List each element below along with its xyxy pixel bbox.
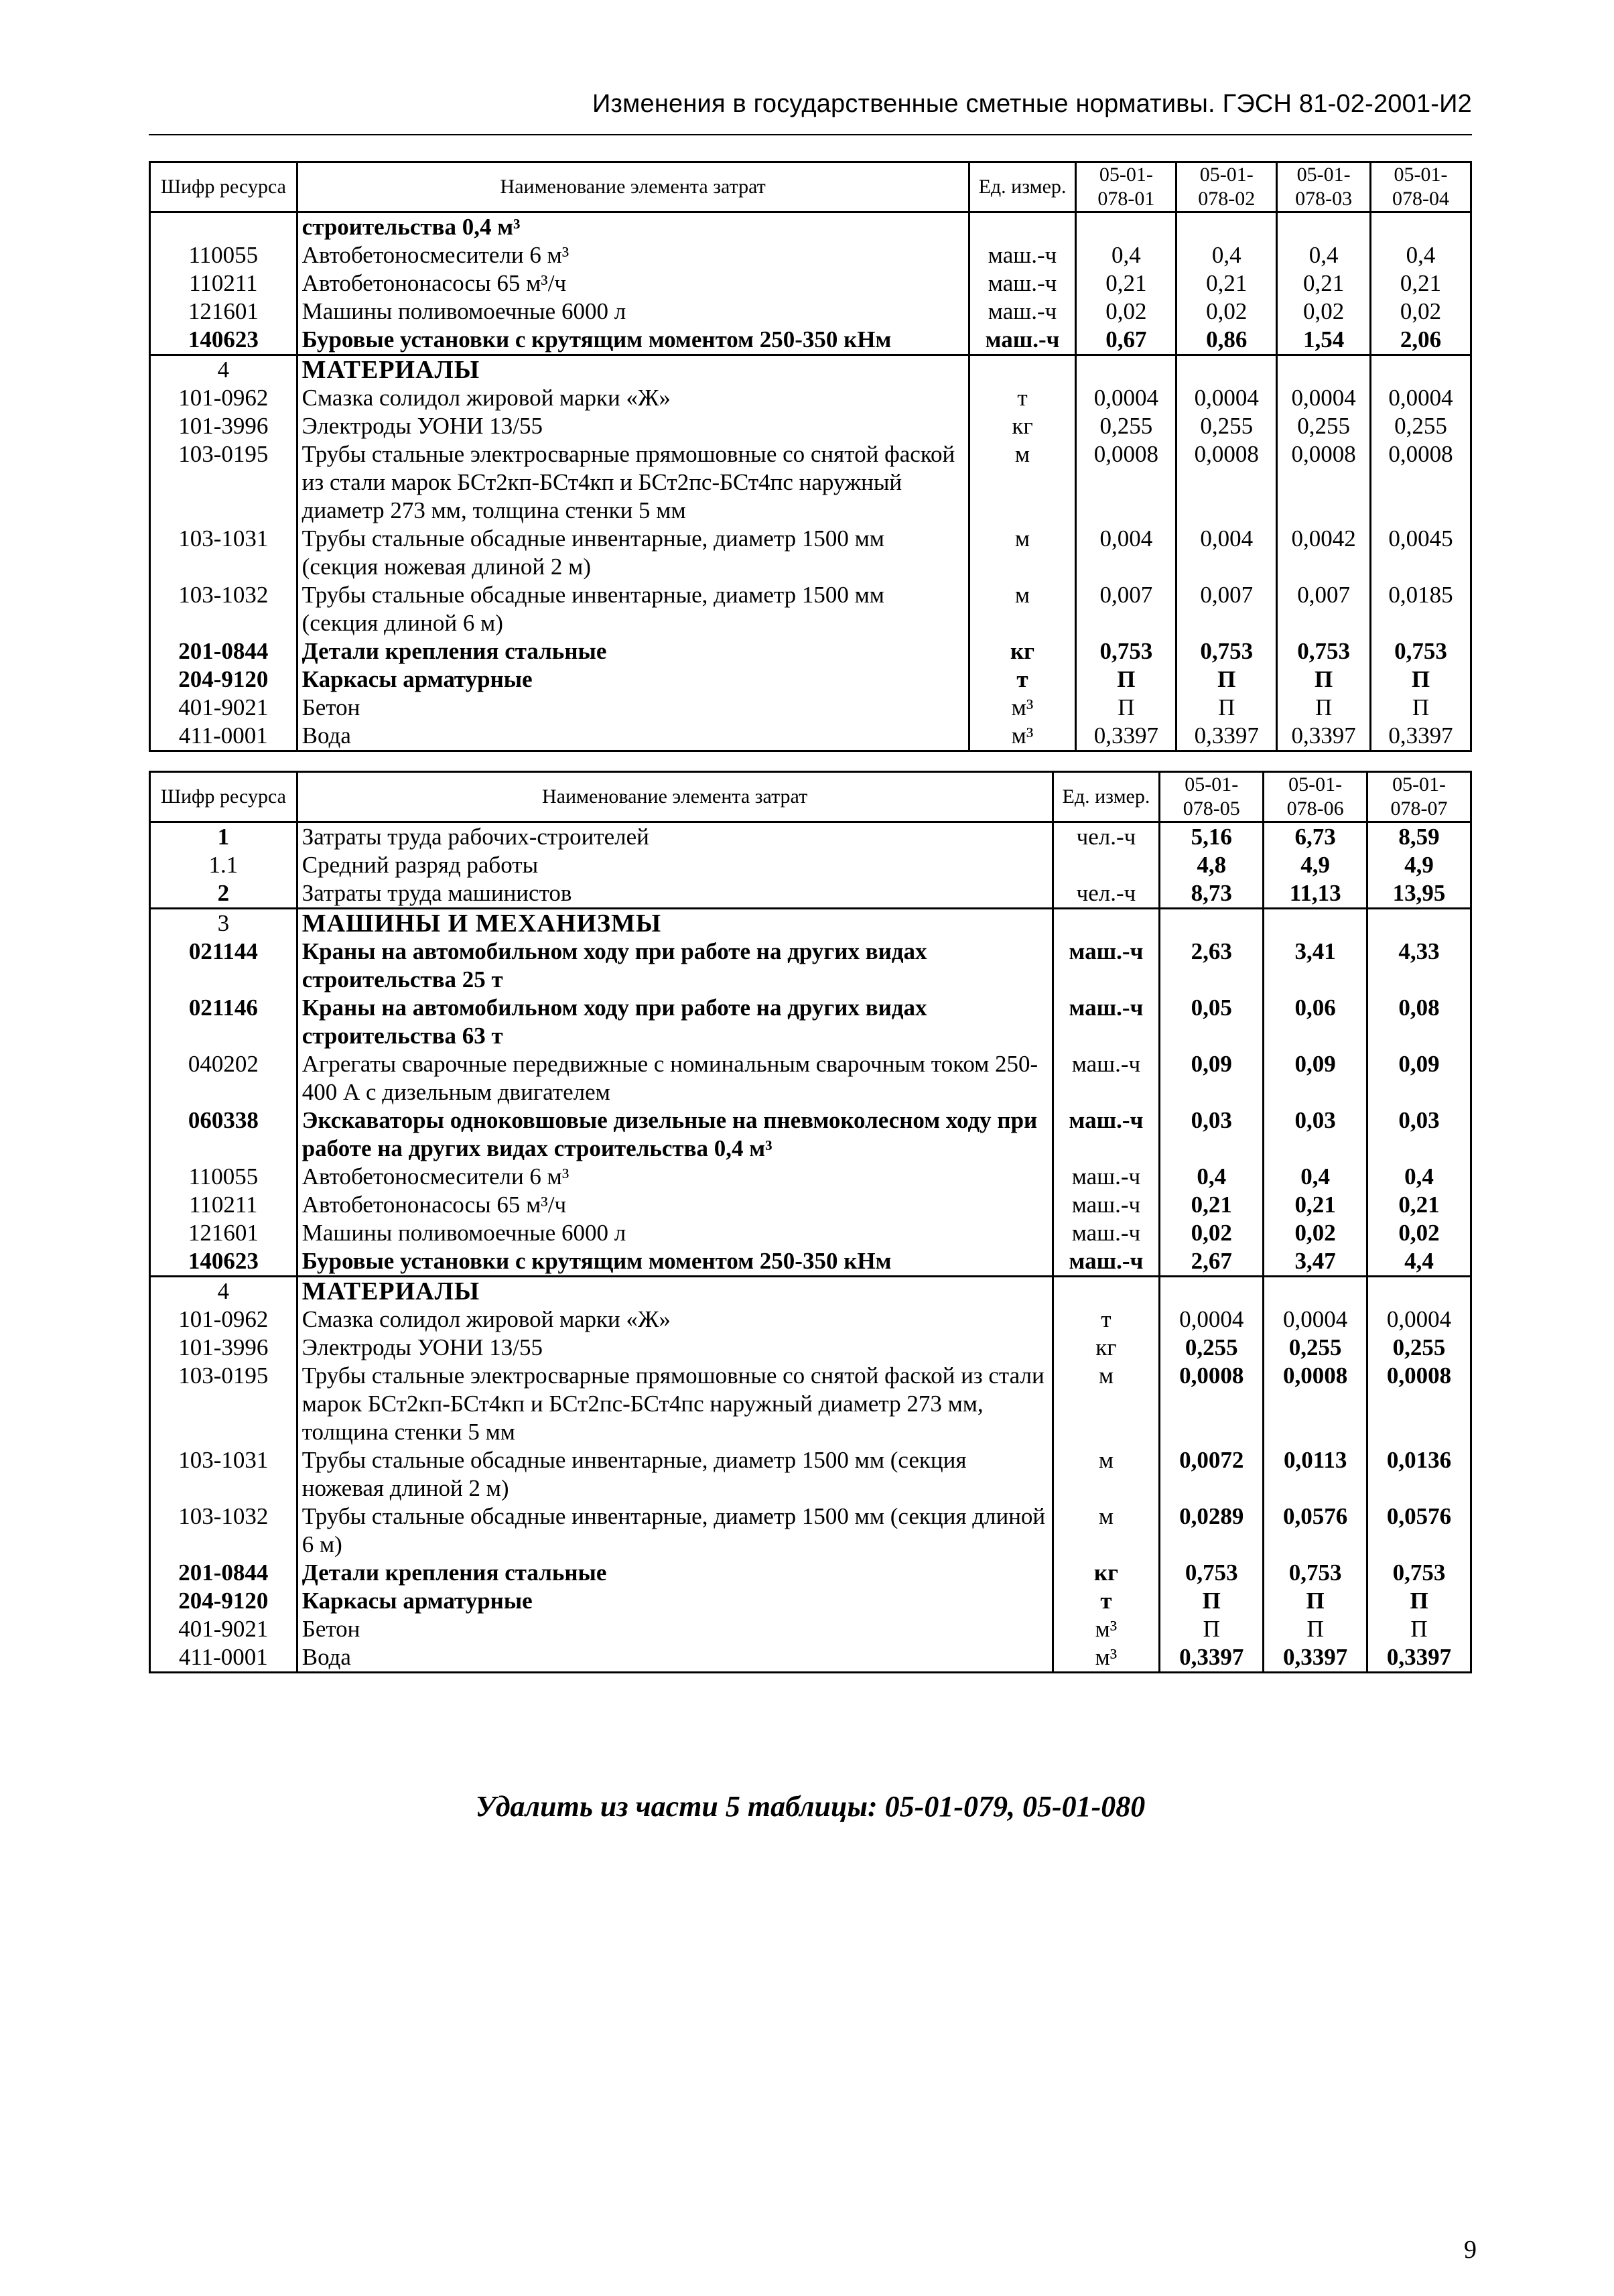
- norm-value: 0,03: [1160, 1106, 1264, 1163]
- norm-value: 0,0008: [1264, 1362, 1367, 1446]
- unit-of-measure: м³: [969, 694, 1076, 722]
- norm-value: П: [1264, 1615, 1367, 1643]
- norm-value: 4,4: [1367, 1247, 1471, 1277]
- unit-of-measure: маш.-ч: [1053, 1191, 1160, 1219]
- cost-element-name: Экскаваторы одноковшовые дизельные на пневмоколесном ходу при работе на других видах строительства 0,4 м³: [297, 1106, 1053, 1163]
- cost-element-name: Детали крепления стальные: [297, 637, 969, 665]
- page-header: Изменения в государственные сметные нормативы. ГЭСН 81-02-2001-И2: [592, 90, 1472, 118]
- resource-code: 103-1031: [150, 1446, 297, 1503]
- cost-element-name: Вода: [297, 722, 969, 751]
- norm-value: 0,4: [1277, 241, 1371, 269]
- norm-value: 0,753: [1076, 637, 1176, 665]
- unit-of-measure: [969, 355, 1076, 385]
- column-header: 05-01- 078-04: [1371, 162, 1471, 212]
- table-row: [150, 879, 1471, 909]
- cost-element-name: Трубы стальные обсадные инвентарные, диаметр 1500 мм (секция длиной 6 м): [297, 1503, 1053, 1559]
- header-divider: [149, 134, 1472, 135]
- cost-element-name: МАТЕРИАЛЫ: [297, 355, 969, 385]
- norm-value: 0,0072: [1160, 1446, 1264, 1503]
- norm-value: [1277, 212, 1371, 242]
- norm-value: 0,09: [1367, 1050, 1471, 1106]
- unit-of-measure: чел.-ч: [1053, 822, 1160, 852]
- unit-of-measure: маш.-ч: [969, 298, 1076, 326]
- resource-table-2: [149, 771, 1472, 1673]
- norm-value: 0,0004: [1371, 384, 1471, 412]
- resource-code: 401-9021: [150, 1615, 297, 1643]
- cost-element-name: Трубы стальные электросварные прямошовные со снятой фаской из стали марок БСт2кп-БСт4кп и БСт2пс-БСт4пс наружный диаметр 273 мм, толщина стенки 5 мм: [297, 440, 969, 525]
- cost-element-name: Краны на автомобильном ходу при работе на других видах строительства 25 т: [297, 938, 1053, 994]
- unit-of-measure: м³: [1053, 1615, 1160, 1643]
- norm-value: 11,13: [1264, 879, 1367, 909]
- norm-value: П: [1367, 1615, 1471, 1643]
- cost-element-name: Детали крепления стальные: [297, 1559, 1053, 1587]
- resource-code: 1.1: [150, 851, 297, 879]
- norm-value: 0,08: [1367, 994, 1471, 1050]
- cost-element-name: Электроды УОНИ 13/55: [297, 1334, 1053, 1362]
- cost-element-name: Смазка солидол жировой марки «Ж»: [297, 384, 969, 412]
- cost-element-name: Вода: [297, 1643, 1053, 1673]
- table-row: [150, 1446, 1471, 1503]
- cost-element-name: Автобетононасосы 65 м³/ч: [297, 269, 969, 298]
- norm-value: [1176, 355, 1277, 385]
- cost-element-name: Краны на автомобильном ходу при работе на других видах строительства 63 т: [297, 994, 1053, 1050]
- resource-code: 103-1031: [150, 525, 297, 581]
- column-header: Наименование элемента затрат: [297, 162, 969, 212]
- resource-code: 401-9021: [150, 694, 297, 722]
- norm-value: 0,0004: [1076, 384, 1176, 412]
- norm-value: П: [1176, 694, 1277, 722]
- table-row: [150, 994, 1471, 1050]
- norm-value: 0,0004: [1176, 384, 1277, 412]
- norm-value: 0,004: [1176, 525, 1277, 581]
- norm-value: 0,753: [1371, 637, 1471, 665]
- unit-of-measure: т: [969, 384, 1076, 412]
- norm-value: [1264, 1277, 1367, 1306]
- page-number: 9: [1464, 2236, 1477, 2264]
- norm-value: 0,3397: [1367, 1643, 1471, 1673]
- resource-code: 121601: [150, 298, 297, 326]
- table-row: [150, 1191, 1471, 1219]
- resource-code: 1: [150, 822, 297, 852]
- norm-value: 0,0004: [1264, 1305, 1367, 1334]
- cost-element-name: Агрегаты сварочные передвижные с номинальным сварочным током 250-400 А с дизельным двигателем: [297, 1050, 1053, 1106]
- unit-of-measure: [1053, 851, 1160, 879]
- unit-of-measure: чел.-ч: [1053, 879, 1160, 909]
- norm-value: 0,0004: [1367, 1305, 1471, 1334]
- table-header-row: [150, 162, 1471, 212]
- resource-code: 101-3996: [150, 1334, 297, 1362]
- footer-note: Удалить из части 5 таблицы: 05-01-079, 05-01-080: [475, 1790, 1146, 1823]
- resource-code: 060338: [150, 1106, 297, 1163]
- norm-value: 4,9: [1367, 851, 1471, 879]
- norm-value: 0,3397: [1160, 1643, 1264, 1673]
- norm-value: 2,63: [1160, 938, 1264, 994]
- norm-value: 0,255: [1371, 412, 1471, 440]
- norm-value: [1076, 212, 1176, 242]
- norm-value: 0,007: [1076, 581, 1176, 637]
- norm-value: 0,0042: [1277, 525, 1371, 581]
- table-row: [150, 1559, 1471, 1587]
- table-row: [150, 909, 1471, 938]
- norm-value: 0,0136: [1367, 1446, 1471, 1503]
- table-row: [150, 1106, 1471, 1163]
- resource-code: 101-3996: [150, 412, 297, 440]
- norm-value: 0,0045: [1371, 525, 1471, 581]
- norm-value: 0,02: [1160, 1219, 1264, 1247]
- resource-code: 110055: [150, 241, 297, 269]
- column-header: Шифр ресурса: [150, 772, 297, 822]
- cost-element-name: строительства 0,4 м³: [297, 212, 969, 242]
- unit-of-measure: маш.-ч: [969, 241, 1076, 269]
- resource-code: 103-1032: [150, 1503, 297, 1559]
- norm-value: П: [1277, 665, 1371, 694]
- cost-element-name: Буровые установки с крутящим моментом 250-350 кНм: [297, 326, 969, 355]
- norm-value: 0,21: [1160, 1191, 1264, 1219]
- unit-of-measure: м³: [969, 722, 1076, 751]
- norm-value: 13,95: [1367, 879, 1471, 909]
- norm-value: 0,4: [1371, 241, 1471, 269]
- norm-value: [1371, 212, 1471, 242]
- cost-element-name: Трубы стальные обсадные инвентарные, диаметр 1500 мм (секция ножевая длиной 2 м): [297, 1446, 1053, 1503]
- unit-of-measure: [1053, 1277, 1160, 1306]
- unit-of-measure: т: [969, 665, 1076, 694]
- cost-element-name: Средний разряд работы: [297, 851, 1053, 879]
- cost-element-name: Затраты труда рабочих-строителей: [297, 822, 1053, 852]
- resource-code: 021146: [150, 994, 297, 1050]
- column-header: 05-01- 078-06: [1264, 772, 1367, 822]
- unit-of-measure: маш.-ч: [1053, 994, 1160, 1050]
- table-row: [150, 1643, 1471, 1673]
- column-header: 05-01- 078-07: [1367, 772, 1471, 822]
- norm-value: 0,06: [1264, 994, 1367, 1050]
- table-row: [150, 1615, 1471, 1643]
- norm-value: 0,004: [1076, 525, 1176, 581]
- norm-value: [1076, 355, 1176, 385]
- table-row: [150, 938, 1471, 994]
- norm-value: 0,255: [1176, 412, 1277, 440]
- norm-value: 0,4: [1160, 1163, 1264, 1191]
- resource-code: 140623: [150, 326, 297, 355]
- table-row: [150, 694, 1471, 722]
- resource-code: 103-1032: [150, 581, 297, 637]
- norm-value: 0,255: [1160, 1334, 1264, 1362]
- table-row: [150, 355, 1471, 385]
- norm-value: 3,47: [1264, 1247, 1367, 1277]
- unit-of-measure: м: [969, 581, 1076, 637]
- norm-value: 0,02: [1367, 1219, 1471, 1247]
- unit-of-measure: м: [1053, 1362, 1160, 1446]
- norm-value: 0,0008: [1367, 1362, 1471, 1446]
- unit-of-measure: кг: [1053, 1559, 1160, 1587]
- unit-of-measure: маш.-ч: [969, 326, 1076, 355]
- table-row: [150, 1247, 1471, 1277]
- cost-element-name: МАТЕРИАЛЫ: [297, 1277, 1053, 1306]
- norm-value: 0,21: [1264, 1191, 1367, 1219]
- resource-code: 4: [150, 1277, 297, 1306]
- norm-value: 0,0008: [1160, 1362, 1264, 1446]
- resource-code: 101-0962: [150, 384, 297, 412]
- norm-value: 0,21: [1371, 269, 1471, 298]
- table-row: [150, 412, 1471, 440]
- column-header: 05-01- 078-05: [1160, 772, 1264, 822]
- cost-element-name: Трубы стальные электросварные прямошовные со снятой фаской из стали марок БСт2кп-БСт4кп и БСт2пс-БСт4пс наружный диаметр 273 мм, толщина стенки 5 мм: [297, 1362, 1053, 1446]
- norm-value: 0,0008: [1371, 440, 1471, 525]
- column-header: Шифр ресурса: [150, 162, 297, 212]
- norm-value: 0,753: [1176, 637, 1277, 665]
- table-row: [150, 1305, 1471, 1334]
- norm-value: [1160, 909, 1264, 938]
- norm-value: 0,3397: [1076, 722, 1176, 751]
- resource-table-1: [149, 161, 1472, 752]
- table-header-row: [150, 772, 1471, 822]
- cost-element-name: Бетон: [297, 694, 969, 722]
- table-row: [150, 1219, 1471, 1247]
- norm-value: [1160, 1277, 1264, 1306]
- norm-value: 0,21: [1277, 269, 1371, 298]
- table-row: [150, 637, 1471, 665]
- norm-value: 0,0004: [1277, 384, 1371, 412]
- unit-of-measure: маш.-ч: [1053, 938, 1160, 994]
- unit-of-measure: м: [1053, 1446, 1160, 1503]
- norm-value: [1371, 355, 1471, 385]
- cost-element-name: Автобетононасосы 65 м³/ч: [297, 1191, 1053, 1219]
- table-row: [150, 665, 1471, 694]
- table-row: [150, 1277, 1471, 1306]
- norm-value: 0,0289: [1160, 1503, 1264, 1559]
- cost-element-name: Трубы стальные обсадные инвентарные, диаметр 1500 мм (секция ножевая длиной 2 м): [297, 525, 969, 581]
- norm-value: 0,255: [1277, 412, 1371, 440]
- resource-code: 121601: [150, 1219, 297, 1247]
- norm-value: 8,59: [1367, 822, 1471, 852]
- norm-value: 0,0008: [1277, 440, 1371, 525]
- cost-element-name: Автобетоносмесители 6 м³: [297, 241, 969, 269]
- norm-value: 0,02: [1076, 298, 1176, 326]
- unit-of-measure: кг: [969, 637, 1076, 665]
- norm-value: П: [1264, 1587, 1367, 1615]
- norm-value: П: [1176, 665, 1277, 694]
- unit-of-measure: маш.-ч: [1053, 1163, 1160, 1191]
- column-header: Наименование элемента затрат: [297, 772, 1053, 822]
- resource-code: 204-9120: [150, 1587, 297, 1615]
- norm-value: П: [1160, 1615, 1264, 1643]
- norm-value: 0,0185: [1371, 581, 1471, 637]
- resource-code: 103-0195: [150, 440, 297, 525]
- resource-code: 110211: [150, 1191, 297, 1219]
- table-row: [150, 440, 1471, 525]
- cost-element-name: Машины поливомоечные 6000 л: [297, 298, 969, 326]
- norm-value: 0,03: [1264, 1106, 1367, 1163]
- column-header: 05-01- 078-02: [1176, 162, 1277, 212]
- table-row: [150, 1362, 1471, 1446]
- resource-code: 021144: [150, 938, 297, 994]
- norm-value: 0,753: [1160, 1559, 1264, 1587]
- cost-element-name: Буровые установки с крутящим моментом 250-350 кНм: [297, 1247, 1053, 1277]
- norm-value: 8,73: [1160, 879, 1264, 909]
- unit-of-measure: маш.-ч: [1053, 1050, 1160, 1106]
- table-row: [150, 326, 1471, 355]
- unit-of-measure: кг: [969, 412, 1076, 440]
- norm-value: 0,09: [1160, 1050, 1264, 1106]
- norm-value: 0,05: [1160, 994, 1264, 1050]
- norm-value: 0,02: [1264, 1219, 1367, 1247]
- norm-value: 2,67: [1160, 1247, 1264, 1277]
- norm-value: 0,753: [1277, 637, 1371, 665]
- norm-value: 0,0576: [1264, 1503, 1367, 1559]
- unit-of-measure: [969, 212, 1076, 242]
- norm-value: 0,753: [1367, 1559, 1471, 1587]
- norm-value: [1264, 909, 1367, 938]
- cost-element-name: Каркасы арматурные: [297, 1587, 1053, 1615]
- norm-value: 3,41: [1264, 938, 1367, 994]
- table-row: [150, 241, 1471, 269]
- resource-code: 140623: [150, 1247, 297, 1277]
- cost-element-name: Автобетоносмесители 6 м³: [297, 1163, 1053, 1191]
- column-header: 05-01- 078-01: [1076, 162, 1176, 212]
- cost-element-name: Затраты труда машинистов: [297, 879, 1053, 909]
- resource-code: [150, 212, 297, 242]
- norm-value: 0,86: [1176, 326, 1277, 355]
- norm-value: [1367, 909, 1471, 938]
- norm-value: 0,3397: [1371, 722, 1471, 751]
- table-row: [150, 525, 1471, 581]
- norm-value: П: [1160, 1587, 1264, 1615]
- norm-value: 0,02: [1371, 298, 1471, 326]
- table-row: [150, 1050, 1471, 1106]
- norm-value: 6,73: [1264, 822, 1367, 852]
- resource-code: 411-0001: [150, 722, 297, 751]
- cost-element-name: Каркасы арматурные: [297, 665, 969, 694]
- unit-of-measure: маш.-ч: [1053, 1106, 1160, 1163]
- resource-code: 4: [150, 355, 297, 385]
- cost-element-name: Машины поливомоечные 6000 л: [297, 1219, 1053, 1247]
- norm-value: П: [1076, 665, 1176, 694]
- norm-value: 0,255: [1367, 1334, 1471, 1362]
- table-row: [150, 1587, 1471, 1615]
- norm-value: 0,21: [1076, 269, 1176, 298]
- unit-of-measure: т: [1053, 1305, 1160, 1334]
- resource-code: 2: [150, 879, 297, 909]
- norm-value: 0,4: [1176, 241, 1277, 269]
- table-row: [150, 1334, 1471, 1362]
- cost-element-name: Трубы стальные обсадные инвентарные, диаметр 1500 мм (секция длиной 6 м): [297, 581, 969, 637]
- table-row: [150, 851, 1471, 879]
- resource-code: 101-0962: [150, 1305, 297, 1334]
- unit-of-measure: м³: [1053, 1643, 1160, 1673]
- norm-value: 0,0113: [1264, 1446, 1367, 1503]
- norm-value: 0,007: [1176, 581, 1277, 637]
- table-row: [150, 1503, 1471, 1559]
- norm-value: [1277, 355, 1371, 385]
- norm-value: 0,0004: [1160, 1305, 1264, 1334]
- unit-of-measure: маш.-ч: [969, 269, 1076, 298]
- norm-value: 1,54: [1277, 326, 1371, 355]
- norm-value: 0,3397: [1264, 1643, 1367, 1673]
- table-row: [150, 298, 1471, 326]
- norm-value: [1176, 212, 1277, 242]
- resource-code: 411-0001: [150, 1643, 297, 1673]
- table-row: [150, 384, 1471, 412]
- norm-value: П: [1076, 694, 1176, 722]
- norm-value: 0,3397: [1176, 722, 1277, 751]
- resource-code: 040202: [150, 1050, 297, 1106]
- norm-value: 0,02: [1277, 298, 1371, 326]
- norm-value: 0,03: [1367, 1106, 1471, 1163]
- norm-value: 0,0576: [1367, 1503, 1471, 1559]
- unit-of-measure: м: [969, 440, 1076, 525]
- norm-value: 0,007: [1277, 581, 1371, 637]
- cost-element-name: Электроды УОНИ 13/55: [297, 412, 969, 440]
- norm-value: 0,4: [1076, 241, 1176, 269]
- norm-value: 4,33: [1367, 938, 1471, 994]
- table-row: [150, 581, 1471, 637]
- resource-code: 3: [150, 909, 297, 938]
- unit-of-measure: м: [1053, 1503, 1160, 1559]
- norm-value: 0,02: [1176, 298, 1277, 326]
- column-header: Ед. измер.: [1053, 772, 1160, 822]
- unit-of-measure: кг: [1053, 1334, 1160, 1362]
- norm-value: 0,3397: [1277, 722, 1371, 751]
- table-row: [150, 722, 1471, 751]
- unit-of-measure: [1053, 909, 1160, 938]
- norm-value: [1367, 1277, 1471, 1306]
- cost-element-name: Смазка солидол жировой марки «Ж»: [297, 1305, 1053, 1334]
- unit-of-measure: т: [1053, 1587, 1160, 1615]
- cost-element-name: МАШИНЫ И МЕХАНИЗМЫ: [297, 909, 1053, 938]
- norm-value: 4,9: [1264, 851, 1367, 879]
- column-header: Ед. измер.: [969, 162, 1076, 212]
- unit-of-measure: маш.-ч: [1053, 1247, 1160, 1277]
- resource-code: 110055: [150, 1163, 297, 1191]
- norm-value: 0,0008: [1176, 440, 1277, 525]
- cost-element-name: Бетон: [297, 1615, 1053, 1643]
- column-header: 05-01- 078-03: [1277, 162, 1371, 212]
- resource-code: 201-0844: [150, 1559, 297, 1587]
- resource-code: 204-9120: [150, 665, 297, 694]
- table-row: [150, 1163, 1471, 1191]
- norm-value: 0,21: [1367, 1191, 1471, 1219]
- resource-code: 110211: [150, 269, 297, 298]
- norm-value: 0,255: [1076, 412, 1176, 440]
- norm-value: 2,06: [1371, 326, 1471, 355]
- norm-value: 4,8: [1160, 851, 1264, 879]
- resource-code: 103-0195: [150, 1362, 297, 1446]
- norm-value: П: [1367, 1587, 1471, 1615]
- table-row: [150, 269, 1471, 298]
- table-row: [150, 212, 1471, 242]
- unit-of-measure: м: [969, 525, 1076, 581]
- norm-value: 0,255: [1264, 1334, 1367, 1362]
- norm-value: П: [1277, 694, 1371, 722]
- norm-value: П: [1371, 665, 1471, 694]
- table-row: [150, 822, 1471, 852]
- norm-value: 0,4: [1264, 1163, 1367, 1191]
- unit-of-measure: маш.-ч: [1053, 1219, 1160, 1247]
- norm-value: 0,21: [1176, 269, 1277, 298]
- resource-code: 201-0844: [150, 637, 297, 665]
- norm-value: 0,4: [1367, 1163, 1471, 1191]
- norm-value: П: [1371, 694, 1471, 722]
- norm-value: 0,0008: [1076, 440, 1176, 525]
- norm-value: 0,09: [1264, 1050, 1367, 1106]
- norm-value: 5,16: [1160, 822, 1264, 852]
- norm-value: 0,753: [1264, 1559, 1367, 1587]
- norm-value: 0,67: [1076, 326, 1176, 355]
